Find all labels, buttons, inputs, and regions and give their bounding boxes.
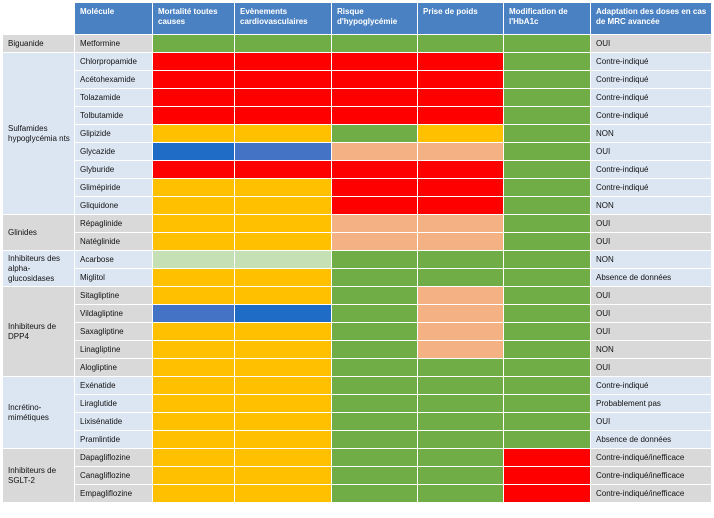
dose-adaptation-value: OUI	[591, 35, 712, 53]
rating-cell	[153, 359, 235, 377]
rating-cell	[153, 449, 235, 467]
rating-cell	[418, 251, 504, 269]
molecule-name: Répaglinide	[75, 215, 153, 233]
molecule-name: Dapagliflozine	[75, 449, 153, 467]
dose-adaptation-value: Contre-indiqué	[591, 161, 712, 179]
rating-cell	[153, 287, 235, 305]
rating-cell	[153, 35, 235, 53]
table-row	[3, 89, 712, 107]
rating-cell	[153, 107, 235, 125]
rating-cell	[235, 251, 332, 269]
dose-adaptation-value: NON	[591, 341, 712, 359]
rating-cell	[153, 143, 235, 161]
rating-cell	[418, 359, 504, 377]
molecule-name: Exénatide	[75, 377, 153, 395]
rating-cell	[235, 179, 332, 197]
rating-cell	[504, 35, 591, 53]
rating-cell	[418, 107, 504, 125]
rating-cell	[504, 215, 591, 233]
rating-cell	[418, 377, 504, 395]
rating-cell	[235, 269, 332, 287]
dose-adaptation-value: Absence de données	[591, 269, 712, 287]
rating-cell	[418, 305, 504, 323]
rating-cell	[504, 305, 591, 323]
rating-cell	[418, 413, 504, 431]
rating-cell	[332, 251, 418, 269]
rating-cell	[418, 341, 504, 359]
rating-cell	[504, 233, 591, 251]
rating-cell	[153, 53, 235, 71]
table-row	[3, 431, 712, 449]
rating-cell	[504, 89, 591, 107]
table-row	[3, 53, 712, 71]
rating-cell	[418, 431, 504, 449]
rating-cell	[418, 71, 504, 89]
drug-class-label: Inhibiteurs de DPP4	[3, 287, 75, 377]
table-row	[3, 197, 712, 215]
rating-cell	[332, 287, 418, 305]
rating-cell	[153, 395, 235, 413]
rating-cell	[504, 53, 591, 71]
rating-cell	[418, 233, 504, 251]
rating-cell	[235, 323, 332, 341]
rating-cell	[418, 53, 504, 71]
rating-cell	[153, 179, 235, 197]
table-row	[3, 413, 712, 431]
rating-cell	[504, 287, 591, 305]
rating-cell	[418, 125, 504, 143]
drug-class-label: Biguanide	[3, 35, 75, 53]
table-row	[3, 449, 712, 467]
dose-adaptation-value: Contre-indiqué/inefficace	[591, 485, 712, 503]
rating-cell	[153, 251, 235, 269]
rating-cell	[504, 323, 591, 341]
drug-class-label: Incrétino-mimétiques	[3, 377, 75, 449]
dose-adaptation-value: Contre-indiqué	[591, 107, 712, 125]
rating-cell	[332, 395, 418, 413]
rating-cell	[332, 431, 418, 449]
rating-cell	[332, 305, 418, 323]
dose-adaptation-value: OUI	[591, 323, 712, 341]
rating-cell	[504, 251, 591, 269]
dose-adaptation-value: Contre-indiqué	[591, 89, 712, 107]
header-weight-gain: Prise de poids	[418, 3, 504, 35]
header-mortality: Mortalité toutes causes	[153, 3, 235, 35]
header-molecule: Molécule	[75, 3, 153, 35]
table-row	[3, 35, 712, 53]
rating-cell	[235, 107, 332, 125]
rating-cell	[504, 161, 591, 179]
rating-cell	[504, 467, 591, 485]
dose-adaptation-value: OUI	[591, 143, 712, 161]
molecule-name: Glimépiride	[75, 179, 153, 197]
dose-adaptation-value: Contre-indiqué	[591, 179, 712, 197]
rating-cell	[153, 431, 235, 449]
table-row	[3, 269, 712, 287]
table-row	[3, 125, 712, 143]
dose-adaptation-value: Probablement pas	[591, 395, 712, 413]
rating-cell	[504, 143, 591, 161]
rating-cell	[418, 197, 504, 215]
rating-cell	[153, 323, 235, 341]
table-row	[3, 71, 712, 89]
rating-cell	[418, 161, 504, 179]
rating-cell	[235, 161, 332, 179]
table-row	[3, 467, 712, 485]
rating-cell	[418, 467, 504, 485]
table-row	[3, 305, 712, 323]
rating-cell	[153, 89, 235, 107]
rating-cell	[235, 485, 332, 503]
rating-cell	[504, 71, 591, 89]
rating-cell	[418, 449, 504, 467]
rating-cell	[504, 197, 591, 215]
molecule-name: Acétohexamide	[75, 71, 153, 89]
rating-cell	[332, 197, 418, 215]
table-row	[3, 143, 712, 161]
rating-cell	[332, 35, 418, 53]
molecule-name: Miglitol	[75, 269, 153, 287]
molecule-name: Vildagliptine	[75, 305, 153, 323]
rating-cell	[504, 413, 591, 431]
dose-adaptation-value: OUI	[591, 287, 712, 305]
molecule-name: Sitagliptine	[75, 287, 153, 305]
rating-cell	[504, 431, 591, 449]
rating-cell	[153, 269, 235, 287]
dose-adaptation-value: Contre-indiqué	[591, 377, 712, 395]
rating-cell	[235, 71, 332, 89]
rating-cell	[418, 395, 504, 413]
rating-cell	[332, 377, 418, 395]
rating-cell	[153, 467, 235, 485]
rating-cell	[235, 341, 332, 359]
rating-cell	[332, 233, 418, 251]
rating-cell	[153, 485, 235, 503]
rating-cell	[332, 323, 418, 341]
molecule-name: Gliquidone	[75, 197, 153, 215]
rating-cell	[235, 449, 332, 467]
rating-cell	[504, 449, 591, 467]
rating-cell	[332, 161, 418, 179]
rating-cell	[418, 323, 504, 341]
dose-adaptation-value: Contre-indiqué/inefficace	[591, 467, 712, 485]
table-row	[3, 395, 712, 413]
rating-cell	[504, 125, 591, 143]
dose-adaptation-value: OUI	[591, 305, 712, 323]
rating-cell	[418, 179, 504, 197]
dose-adaptation-value: OUI	[591, 215, 712, 233]
dose-adaptation-value: Contre-indiqué	[591, 53, 712, 71]
table-row	[3, 161, 712, 179]
rating-cell	[235, 287, 332, 305]
rating-cell	[332, 53, 418, 71]
rating-cell	[332, 143, 418, 161]
molecule-name: Tolazamide	[75, 89, 153, 107]
dose-adaptation-value: OUI	[591, 359, 712, 377]
rating-cell	[235, 431, 332, 449]
molecule-name: Glycazide	[75, 143, 153, 161]
header-hba1c: Modification de l'HbA1c	[504, 3, 591, 35]
molecule-name: Saxagliptine	[75, 323, 153, 341]
molecule-name: Pramlintide	[75, 431, 153, 449]
rating-cell	[332, 449, 418, 467]
rating-cell	[332, 485, 418, 503]
rating-cell	[332, 413, 418, 431]
rating-cell	[332, 215, 418, 233]
rating-cell	[418, 35, 504, 53]
rating-cell	[235, 143, 332, 161]
rating-cell	[235, 35, 332, 53]
dose-adaptation-value: OUI	[591, 413, 712, 431]
drug-class-label: Inhibiteurs de SGLT-2	[3, 449, 75, 503]
dose-adaptation-value: NON	[591, 251, 712, 269]
rating-cell	[504, 377, 591, 395]
table-container	[2, 2, 712, 503]
table-row	[3, 179, 712, 197]
molecule-name: Liraglutide	[75, 395, 153, 413]
dose-adaptation-value: Contre-indiqué	[591, 71, 712, 89]
molecule-name: Empagliflozine	[75, 485, 153, 503]
rating-cell	[504, 395, 591, 413]
table-row	[3, 377, 712, 395]
rating-cell	[235, 467, 332, 485]
rating-cell	[504, 107, 591, 125]
molecule-name: Acarbose	[75, 251, 153, 269]
rating-cell	[235, 125, 332, 143]
table-row	[3, 341, 712, 359]
rating-cell	[235, 53, 332, 71]
rating-cell	[332, 467, 418, 485]
table-row	[3, 251, 712, 269]
rating-cell	[332, 107, 418, 125]
rating-cell	[153, 215, 235, 233]
rating-cell	[332, 341, 418, 359]
rating-cell	[153, 305, 235, 323]
rating-cell	[332, 359, 418, 377]
rating-cell	[235, 413, 332, 431]
molecule-name: Linagliptine	[75, 341, 153, 359]
dose-adaptation-value: Contre-indiqué/inefficace	[591, 449, 712, 467]
rating-cell	[153, 341, 235, 359]
rating-cell	[153, 197, 235, 215]
rating-cell	[153, 377, 235, 395]
rating-cell	[504, 359, 591, 377]
rating-cell	[235, 89, 332, 107]
table-row	[3, 323, 712, 341]
rating-cell	[418, 269, 504, 287]
rating-cell	[332, 179, 418, 197]
molecule-name: Metformine	[75, 35, 153, 53]
molecule-name: Natéglinide	[75, 233, 153, 251]
molecule-name: Alogliptine	[75, 359, 153, 377]
rating-cell	[504, 485, 591, 503]
rating-cell	[418, 485, 504, 503]
rating-cell	[235, 215, 332, 233]
header-hypoglycemia: Risque d'hypoglycémie	[332, 3, 418, 35]
table-row	[3, 485, 712, 503]
rating-cell	[235, 377, 332, 395]
molecule-name: Glyburide	[75, 161, 153, 179]
rating-cell	[153, 161, 235, 179]
table-row	[3, 215, 712, 233]
rating-cell	[153, 233, 235, 251]
molecule-name: Glipizide	[75, 125, 153, 143]
dose-adaptation-value: NON	[591, 125, 712, 143]
header-dose-adaptation: Adaptation des doses en cas de MRC avancée	[591, 3, 712, 35]
rating-cell	[235, 359, 332, 377]
rating-cell	[504, 269, 591, 287]
header-row	[3, 3, 712, 35]
rating-cell	[235, 305, 332, 323]
drug-comparison-table	[2, 2, 712, 503]
rating-cell	[418, 215, 504, 233]
rating-cell	[235, 395, 332, 413]
dose-adaptation-value: Absence de données	[591, 431, 712, 449]
rating-cell	[332, 269, 418, 287]
table-row	[3, 287, 712, 305]
rating-cell	[235, 197, 332, 215]
molecule-name: Tolbutamide	[75, 107, 153, 125]
rating-cell	[235, 233, 332, 251]
drug-class-label: Inhibiteurs des alpha-glucosidases	[3, 251, 75, 287]
rating-cell	[332, 125, 418, 143]
drug-class-label: Sulfamides hypoglycémia nts	[3, 53, 75, 215]
rating-cell	[153, 71, 235, 89]
molecule-name: Chlorpropamide	[75, 53, 153, 71]
rating-cell	[418, 287, 504, 305]
molecule-name: Lixisénatide	[75, 413, 153, 431]
rating-cell	[418, 89, 504, 107]
table-row	[3, 233, 712, 251]
table-row	[3, 359, 712, 377]
rating-cell	[418, 143, 504, 161]
dose-adaptation-value: NON	[591, 197, 712, 215]
rating-cell	[332, 71, 418, 89]
rating-cell	[504, 179, 591, 197]
header-cardiovascular: Evènements cardiovasculaires	[235, 3, 332, 35]
dose-adaptation-value: OUI	[591, 233, 712, 251]
rating-cell	[332, 89, 418, 107]
header-corner	[3, 3, 75, 35]
table-body	[3, 35, 712, 503]
table-row	[3, 107, 712, 125]
rating-cell	[153, 125, 235, 143]
molecule-name: Canagliflozine	[75, 467, 153, 485]
rating-cell	[504, 341, 591, 359]
rating-cell	[153, 413, 235, 431]
drug-class-label: Glinides	[3, 215, 75, 251]
